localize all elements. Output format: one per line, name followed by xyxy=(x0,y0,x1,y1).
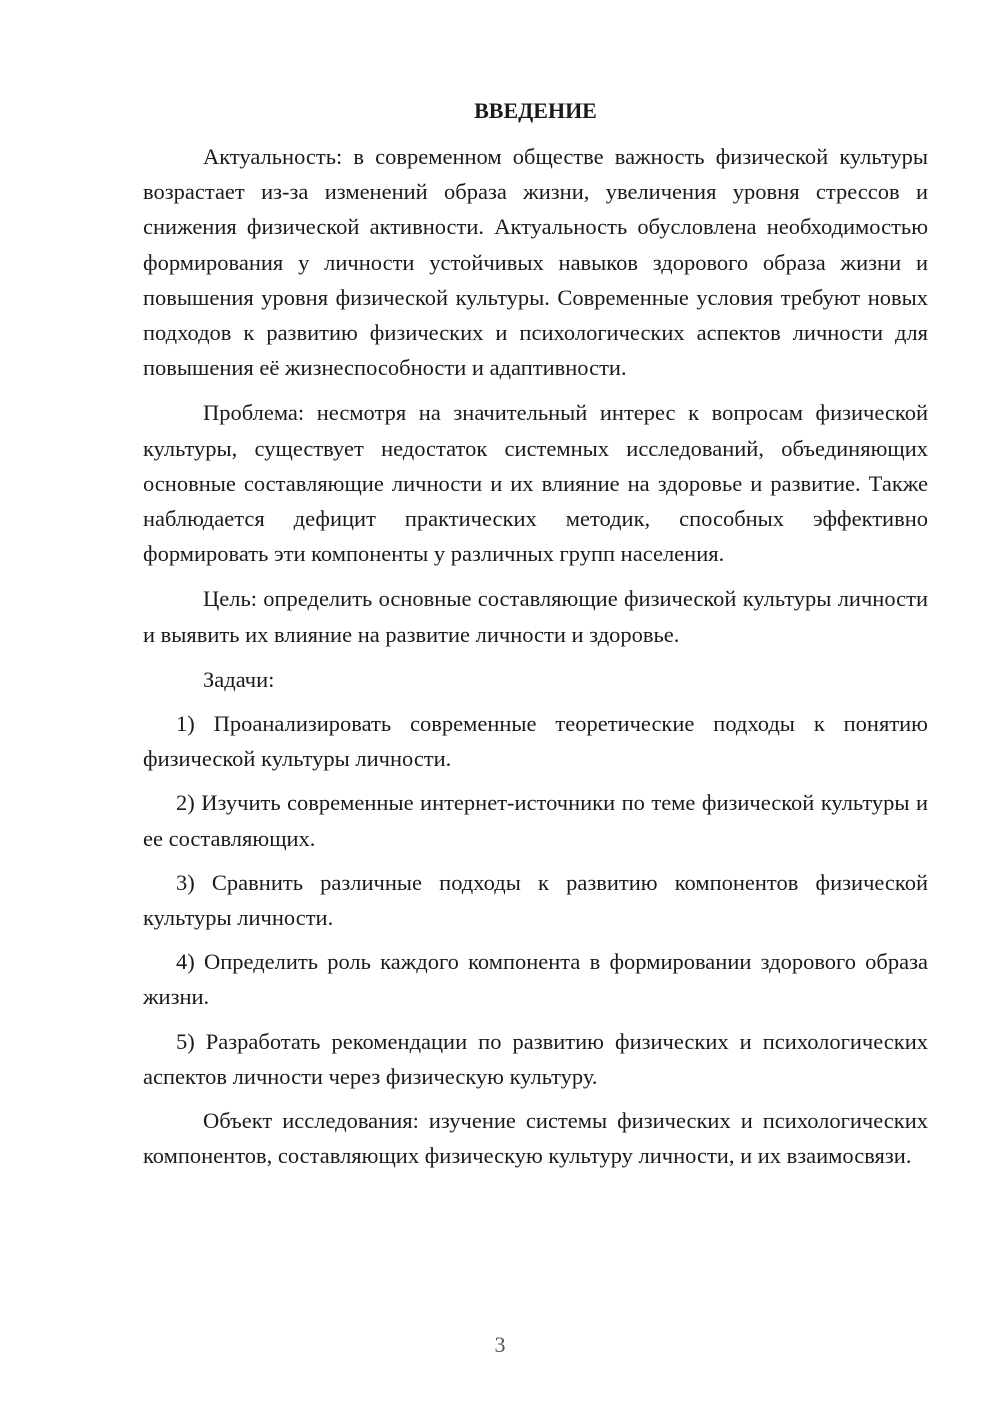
task-item-4: 4) Определить роль каждого компонента в формировании здорового образа жизни. xyxy=(143,949,928,1010)
goal-paragraph: Цель: определить основные составляющие физической культуры личности и выявить их влияние на развитие личности и здоровье. xyxy=(143,586,928,647)
task-item-2: 2) Изучить современные интернет-источники по теме физической культуры и ее составляющих. xyxy=(143,790,928,851)
document-page xyxy=(143,96,928,1183)
tasks-heading: Задачи: xyxy=(203,666,275,692)
problem-paragraph: Проблема: несмотря на значительный интерес к вопросам физической культуры, существует недостаток системных исследований, объединяющих основные составляющие личности и их влияние на здоровье и развитие. Также наблюдается дефицит практических методик, способных эффективно формировать эти компоненты у различных групп населения. xyxy=(143,400,928,567)
object-paragraph: Объект исследования: изучение системы физических и психологических компонентов, составляющих физическую культуру личности, и их взаимосвязи. xyxy=(143,1108,928,1169)
task-item-1: 1) Проанализировать современные теоретические подходы к понятию физической культуры личности. xyxy=(143,711,928,772)
task-item-3: 3) Сравнить различные подходы к развитию компонентов физической культуры личности. xyxy=(143,869,928,931)
page-number: 3 xyxy=(494,1332,506,1357)
section-title: ВВЕДЕНИЕ xyxy=(474,98,597,123)
task-item-5: 5) Разработать рекомендации по развитию физических и психологических аспектов личности через физическую культуру. xyxy=(143,1028,928,1089)
relevance-paragraph: Актуальность: в современном обществе важность физической культуры возрастает из-за изменений образа жизни, увеличения уровня стрессов и снижения физической активности. Актуальность обусловлена необходимостью формирования у личности устойчивых навыков здорового образа жизни и повышения уровня физической культуры. Современные условия требуют новых подходов к развитию физических и психологических аспектов личности для повышения её жизнеспособности и адаптивности. xyxy=(143,144,928,381)
